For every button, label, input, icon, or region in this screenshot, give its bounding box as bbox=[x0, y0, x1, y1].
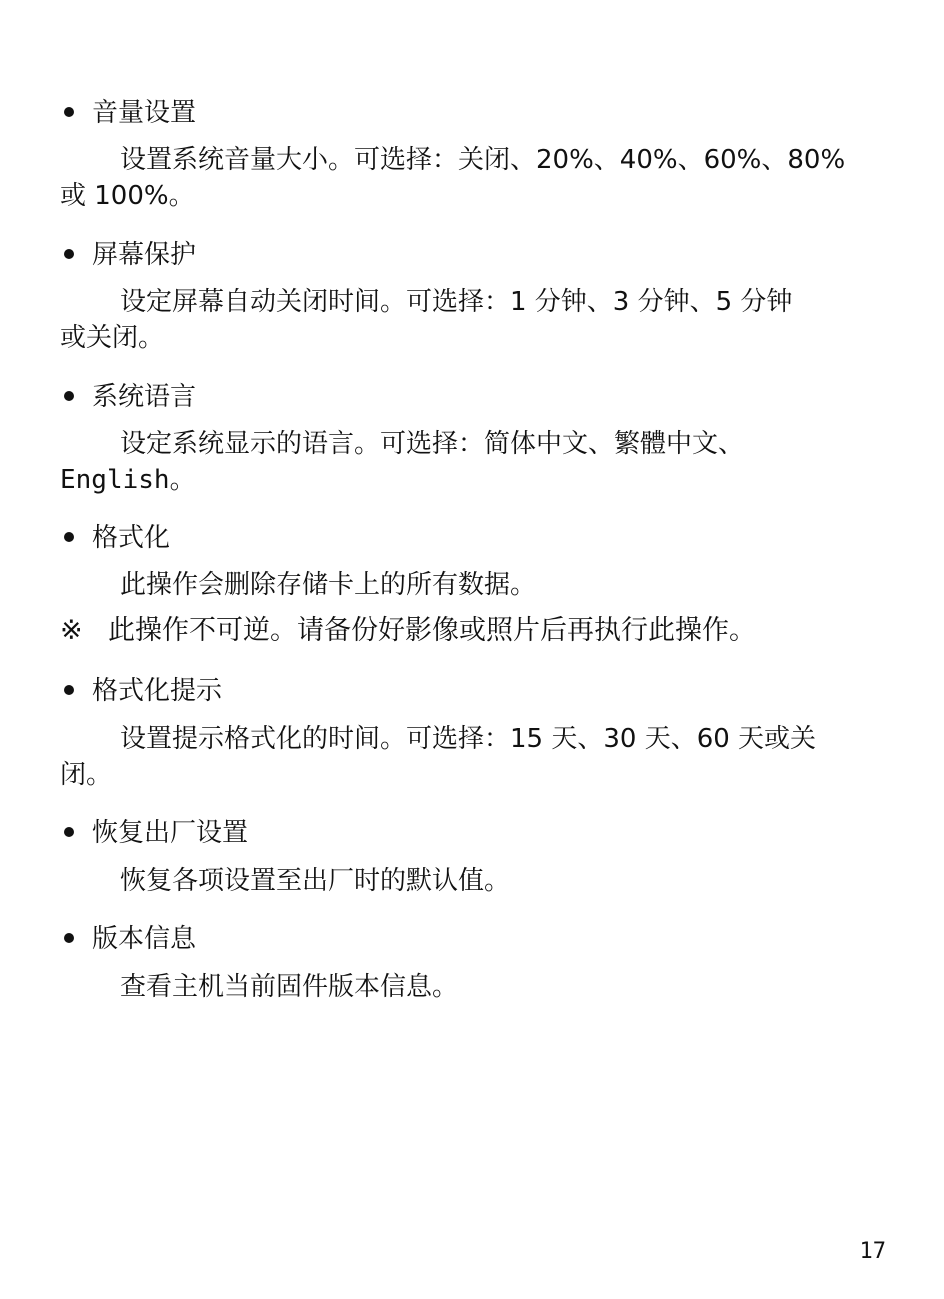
bullet-icon bbox=[64, 249, 74, 259]
section-title: 恢复出厂设置 bbox=[92, 818, 249, 848]
section-desc-line: 设定屏幕自动关闭时间。可选择：1 分钟、3 分钟、5 分钟 bbox=[120, 287, 793, 317]
section-title: 音量设置 bbox=[92, 98, 197, 128]
section-desc-line: 设置系统音量大小。可选择：关闭、20%、40%、60%、80% bbox=[120, 145, 846, 175]
section-title: 系统语言 bbox=[92, 382, 197, 412]
section-desc-line: 设置提示格式化的时间。可选择：15 天、30 天、60 天或关 bbox=[120, 724, 817, 754]
section-desc-line: 此操作会删除存储卡上的所有数据。 bbox=[120, 570, 537, 600]
section-heading-version bbox=[60, 922, 890, 956]
section-title: 格式化 bbox=[92, 523, 171, 553]
bullet-icon bbox=[64, 107, 74, 117]
section-desc-line: 恢复各项设置至出厂时的默认值。 bbox=[120, 866, 511, 896]
section-desc-line: 或 100%。 bbox=[60, 181, 195, 211]
warning-note bbox=[60, 614, 890, 648]
section-desc-line: 或关闭。 bbox=[60, 323, 165, 353]
bullet-icon bbox=[64, 827, 74, 837]
section-heading-format bbox=[60, 521, 890, 555]
section-title: 屏幕保护 bbox=[92, 240, 197, 270]
section-desc-line: 查看主机当前固件版本信息。 bbox=[120, 972, 459, 1002]
section-desc-line: English。 bbox=[60, 465, 196, 495]
bullet-icon bbox=[64, 532, 74, 542]
bullet-icon bbox=[64, 685, 74, 695]
section-heading-language bbox=[60, 380, 890, 414]
page-number: 17 bbox=[859, 1239, 886, 1264]
section-desc-line: 设定系统显示的语言。可选择：简体中文、繁體中文、 bbox=[120, 429, 745, 459]
warning-note-text: 此操作不可逆。请备份好影像或照片后再执行此操作。 bbox=[108, 615, 756, 646]
section-heading-format-reminder bbox=[60, 674, 890, 708]
section-heading-screensaver bbox=[60, 238, 890, 272]
bullet-icon bbox=[64, 391, 74, 401]
section-heading-volume bbox=[60, 96, 890, 130]
section-desc-line: 闭。 bbox=[60, 760, 113, 790]
section-title: 版本信息 bbox=[92, 924, 197, 954]
reference-mark-icon: ※ bbox=[60, 615, 83, 646]
bullet-icon bbox=[64, 933, 74, 943]
section-title: 格式化提示 bbox=[92, 676, 223, 706]
section-heading-factory-reset bbox=[60, 816, 890, 850]
